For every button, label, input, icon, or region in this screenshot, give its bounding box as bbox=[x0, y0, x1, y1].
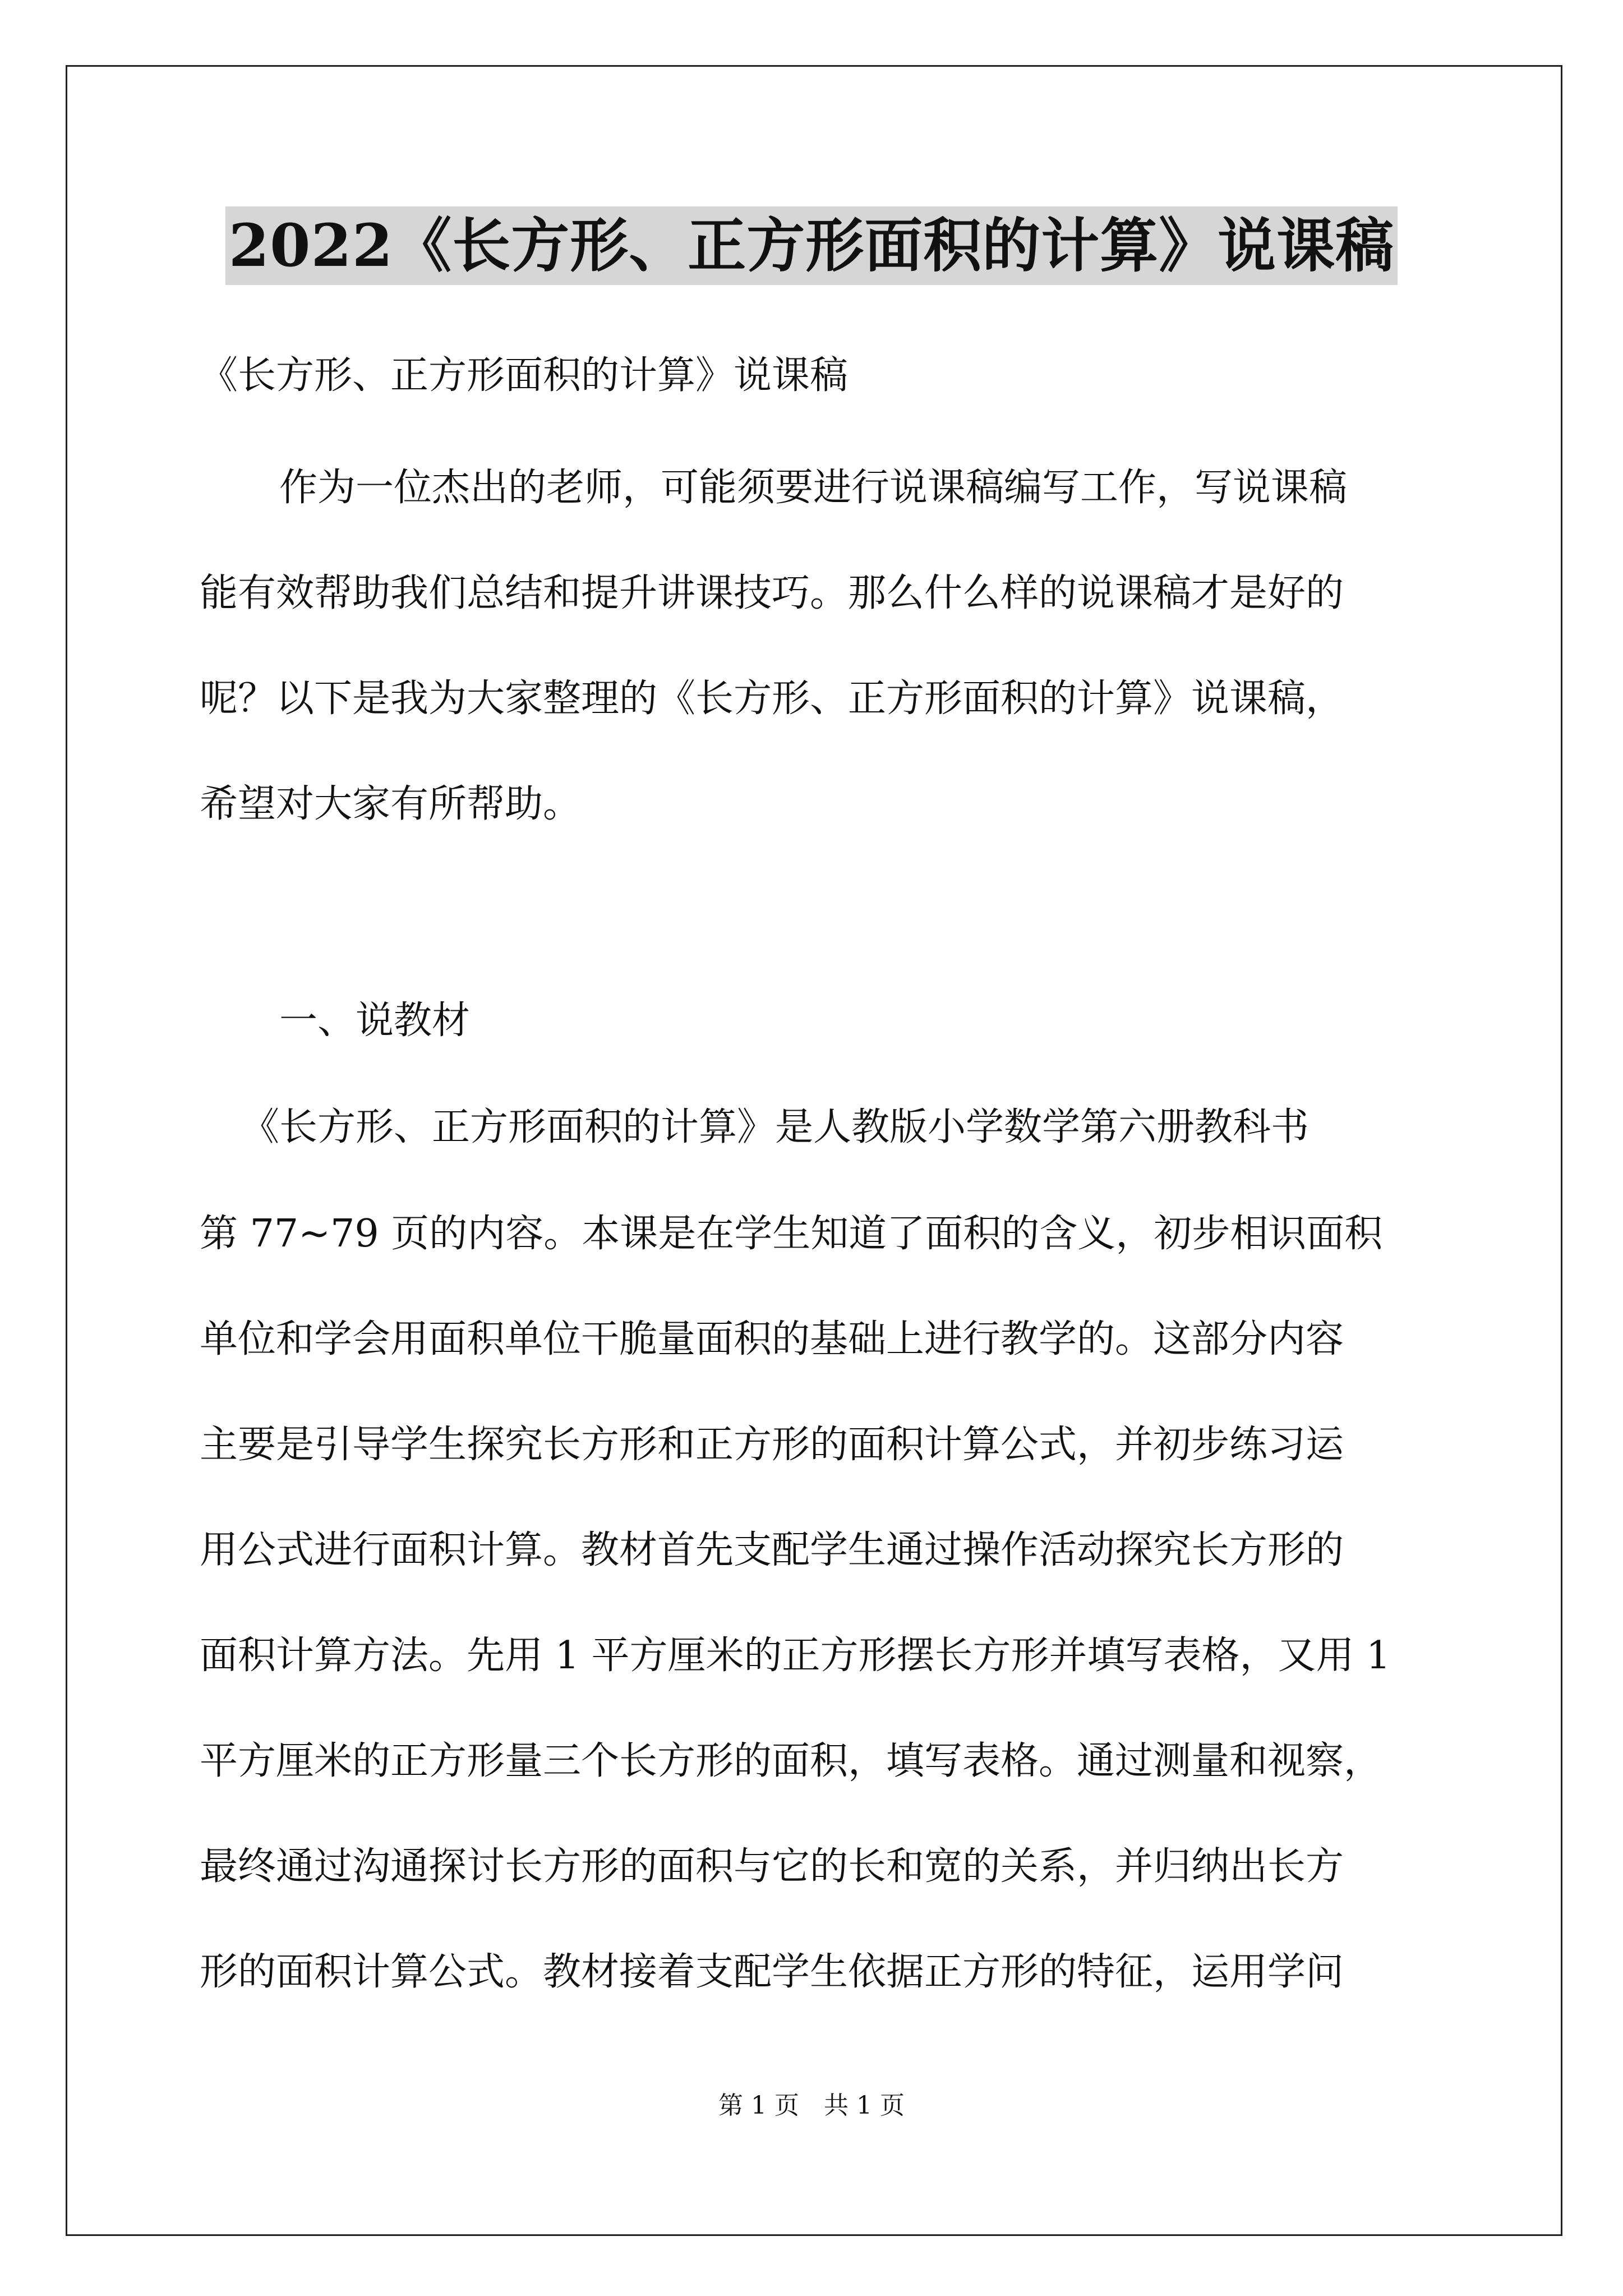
intro-line: 呢？以下是我为大家整理的《长方形、正方形面积的计算》说课稿， bbox=[200, 677, 1344, 721]
document-subtitle: 《长方形、正方形面积的计算》说课稿 bbox=[200, 353, 849, 398]
section-heading: 一、说教材 bbox=[279, 999, 471, 1043]
body-line: 主要是引导学生探究长方形和正方形的面积计算公式，并初步练习运 bbox=[200, 1423, 1344, 1467]
document-title bbox=[0, 206, 1623, 285]
body-line: 面积计算方法。先用 1 平方厘米的正方形摆长方形并填写表格，又用 1 bbox=[200, 1634, 1391, 1678]
page-footer: 第 1 页 共 1 页 bbox=[718, 2091, 905, 2120]
body-line: 平方厘米的正方形量三个长方形的面积，填写表格。通过测量和视察， bbox=[200, 1739, 1382, 1783]
body-line: 单位和学会用面积单位干脆量面积的基础上进行教学的。这部分内容 bbox=[200, 1317, 1344, 1361]
document-title-text: 2022《长方形、正方形面积的计算》说课稿 bbox=[225, 206, 1398, 285]
body-line: 《长方形、正方形面积的计算》是人教版小学数学第六册教科书 bbox=[241, 1105, 1310, 1149]
intro-line: 能有效帮助我们总结和提升讲课技巧。那么什么样的说课稿才是好的 bbox=[200, 571, 1344, 615]
body-line: 形的面积计算公式。教材接着支配学生依据正方形的特征，运用学问 bbox=[200, 1950, 1344, 1994]
body-line: 用公式进行面积计算。教材首先支配学生通过操作活动探究长方形的 bbox=[200, 1528, 1344, 1572]
body-line: 第 77~79 页的内容。本课是在学生知道了面积的含义，初步相识面积 bbox=[200, 1212, 1383, 1256]
intro-line: 作为一位杰出的老师，可能须要进行说课稿编写工作，写说课稿 bbox=[279, 466, 1348, 510]
intro-line: 希望对大家有所帮助。 bbox=[200, 782, 582, 826]
body-line: 最终通过沟通探讨长方形的面积与它的长和宽的关系，并归纳出长方 bbox=[200, 1844, 1344, 1889]
